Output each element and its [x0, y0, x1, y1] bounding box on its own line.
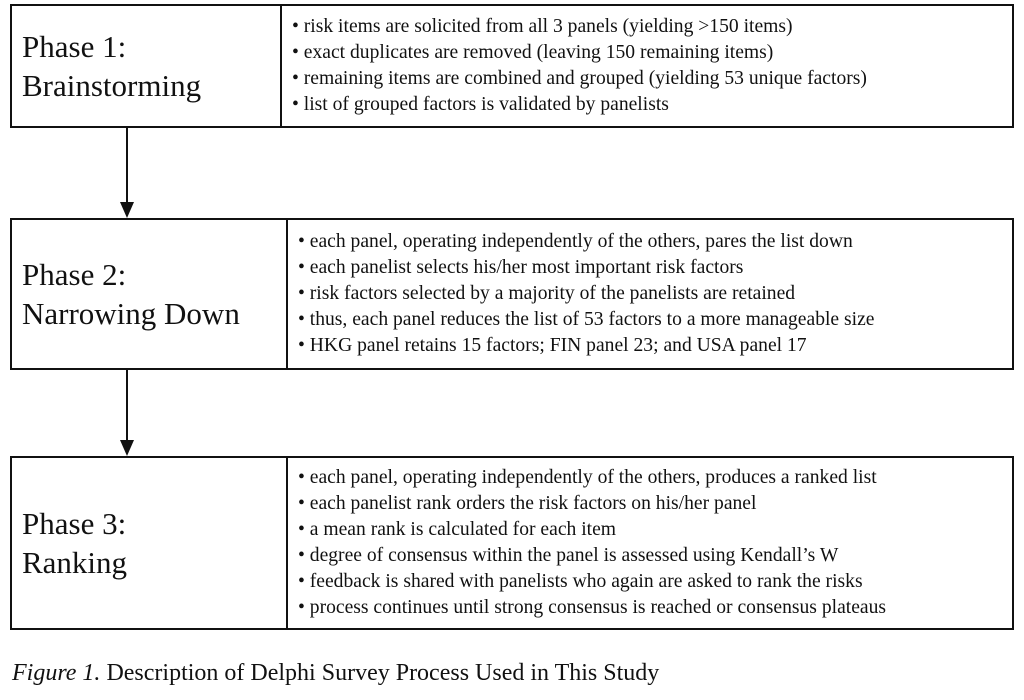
figure-label: Figure 1. [12, 660, 101, 686]
down-arrow-2 [117, 370, 137, 456]
phase-1-subtitle: Brainstorming [22, 68, 202, 103]
phase-1-title: Phase 1: [22, 29, 127, 64]
list-item: • each panelist selects his/her most important risk factors [298, 255, 1012, 281]
list-item: • each panelist rank orders the risk factors on his/her panel [298, 491, 1012, 517]
list-item: • risk items are solicited from all 3 panels (yielding >150 items) [292, 14, 1012, 40]
phase-3-title: Phase 3: [22, 506, 127, 541]
list-item: • each panel, operating independently of the others, pares the list down [298, 229, 1012, 255]
phase-3-subtitle: Ranking [22, 545, 128, 580]
phase-2-title: Phase 2: [22, 257, 127, 292]
list-item: • HKG panel retains 15 factors; FIN panel 23; and USA panel 17 [298, 333, 1012, 359]
phase-2-label [12, 220, 288, 368]
list-item: • degree of consensus within the panel is assessed using Kendall’s W [298, 543, 1012, 569]
phase-2-items [288, 220, 1012, 368]
phase-2-subtitle: Narrowing Down [22, 296, 240, 331]
list-item: • exact duplicates are removed (leaving 150 remaining items) [292, 40, 1012, 66]
list-item: • risk factors selected by a majority of the panelists are retained [298, 281, 1012, 307]
phase-2-box [10, 218, 1014, 370]
phase-1-label [12, 6, 282, 126]
list-item: • feedback is shared with panelists who again are asked to rank the risks [298, 569, 1012, 595]
list-item: • a mean rank is calculated for each item [298, 517, 1012, 543]
phase-3-items [288, 458, 1012, 628]
caption-text: Description of Delphi Survey Process Used in This Study [100, 660, 660, 686]
phase-1-items [282, 6, 1012, 126]
list-item: • remaining items are combined and grouped (yielding 53 unique factors) [292, 66, 1012, 92]
down-arrow-1 [117, 128, 137, 218]
figure-caption [12, 660, 659, 687]
phase-3-box [10, 456, 1014, 630]
list-item: • thus, each panel reduces the list of 53 factors to a more manageable size [298, 307, 1012, 333]
list-item: • list of grouped factors is validated by panelists [292, 92, 1012, 118]
list-item: • each panel, operating independently of the others, produces a ranked list [298, 465, 1012, 491]
list-item: • process continues until strong consensus is reached or consensus plateaus [298, 595, 1012, 621]
phase-1-box [10, 4, 1014, 128]
phase-3-label [12, 458, 288, 628]
